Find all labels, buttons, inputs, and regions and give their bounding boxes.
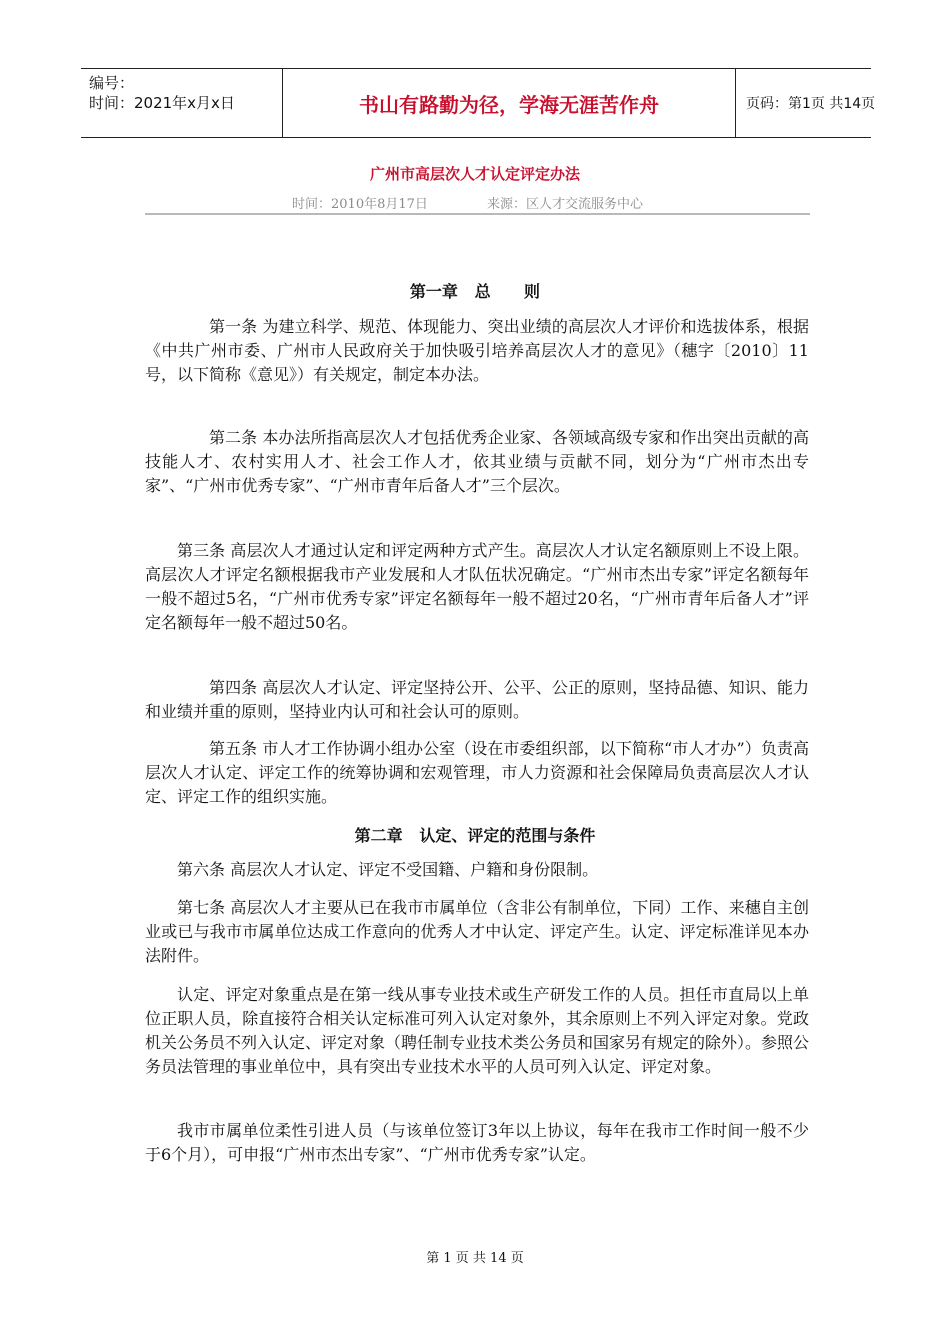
header-table [81, 68, 876, 138]
page-info: 页码：第1页 共14页 [746, 96, 876, 112]
page-footer: 第 1 页 共 14 页 [426, 1251, 524, 1266]
article-paragraph: 第六条 高层次人才认定、评定不受国籍、户籍和身份限制。 [177, 860, 599, 879]
article-time: 时间：2010年8月17日 [292, 197, 428, 212]
article-paragraph: 第七条 高层次人才主要从已在我市市属单位（含非公有制单位，下同）工作、来穗自主创业或已与我市市属单位达成工作意向的优秀人才中认定、评定产生。认定、评定标准详见本办法附件。 [145, 898, 809, 965]
header-motto-cell [283, 69, 735, 137]
article-title: 广州市高层次人才认定评定办法 [369, 165, 580, 183]
article-paragraph: 第二条 本办法所指高层次人才包括优秀企业家、各领域高级专家和作出突出贡献的高技能人才、农村实用人才、社会工作人才，依其业绩与贡献不同，划分为“广州市杰出专家”、“广州市优秀专家”、“广州市青年后备人才”三个层次。 [145, 428, 809, 495]
article-paragraph: 认定、评定对象重点是在第一线从事专业技术或生产研发工作的人员。担任市直局以上单位正职人员，除直接符合相关认定标准可列入认定对象外，其余原则上不列入评定对象。党政机关公务员不列入认定、评定对象（聘任制专业技术类公务员和国家另有规定的除外）。参照公务员法管理的事业单位中，具有突出专业技术水平的人员可列入认定、评定对象。 [145, 985, 810, 1076]
header-motto: 书山有路勤为径，学海无涯苦作舟 [359, 92, 659, 117]
article-paragraph: 我市市属单位柔性引进人员（与该单位签订3年以上协议，每年在我市工作时间一般不少于6个月），可申报“广州市杰出专家”、“广州市优秀专家”认定。 [145, 1121, 809, 1164]
article-source: 来源：区人才交流服务中心 [487, 197, 644, 212]
chapter-heading: 第一章 总 则 [409, 282, 541, 301]
article-paragraph: 第五条 市人才工作协调小组办公室（设在市委组织部，以下简称“市人才办”）负责高层次人才认定、评定工作的统筹协调和宏观管理，市人力资源和社会保障局负责高层次人才认定、评定工作的组织实施。 [145, 739, 809, 806]
article-paragraph: 第四条 高层次人才认定、评定坚持公开、公平、公正的原则，坚持品德、知识、能力和业绩并重的原则，坚持业内认可和社会认可的原则。 [145, 678, 809, 721]
time-label: 时间：2021年x月x日 [89, 94, 235, 112]
serial-label: 编号： [89, 74, 135, 92]
article-paragraph: 第一条 为建立科学、规范、体现能力、突出业绩的高层次人才评价和选拔体系，根据《中共广州市委、广州市人民政府关于加快吸引培养高层次人才的意见》（穗字〔2010〕11号，以下简称《意见》）有关规定，制定本办法。 [145, 317, 809, 384]
article-paragraph: 第三条 高层次人才通过认定和评定两种方式产生。高层次人才认定名额原则上不设上限。高层次人才评定名额根据我市产业发展和人才队伍状况确定。“广州市杰出专家”评定名额每年一般不超过5名，“广州市优秀专家”评定名额每年一般不超过20名，“广州市青年后备人才”评定名额每年一般不超过50名。 [145, 541, 809, 632]
chapter-heading: 第二章 认定、评定的范围与条件 [354, 826, 596, 845]
title-divider [145, 213, 810, 215]
header-left-cell [81, 69, 282, 137]
